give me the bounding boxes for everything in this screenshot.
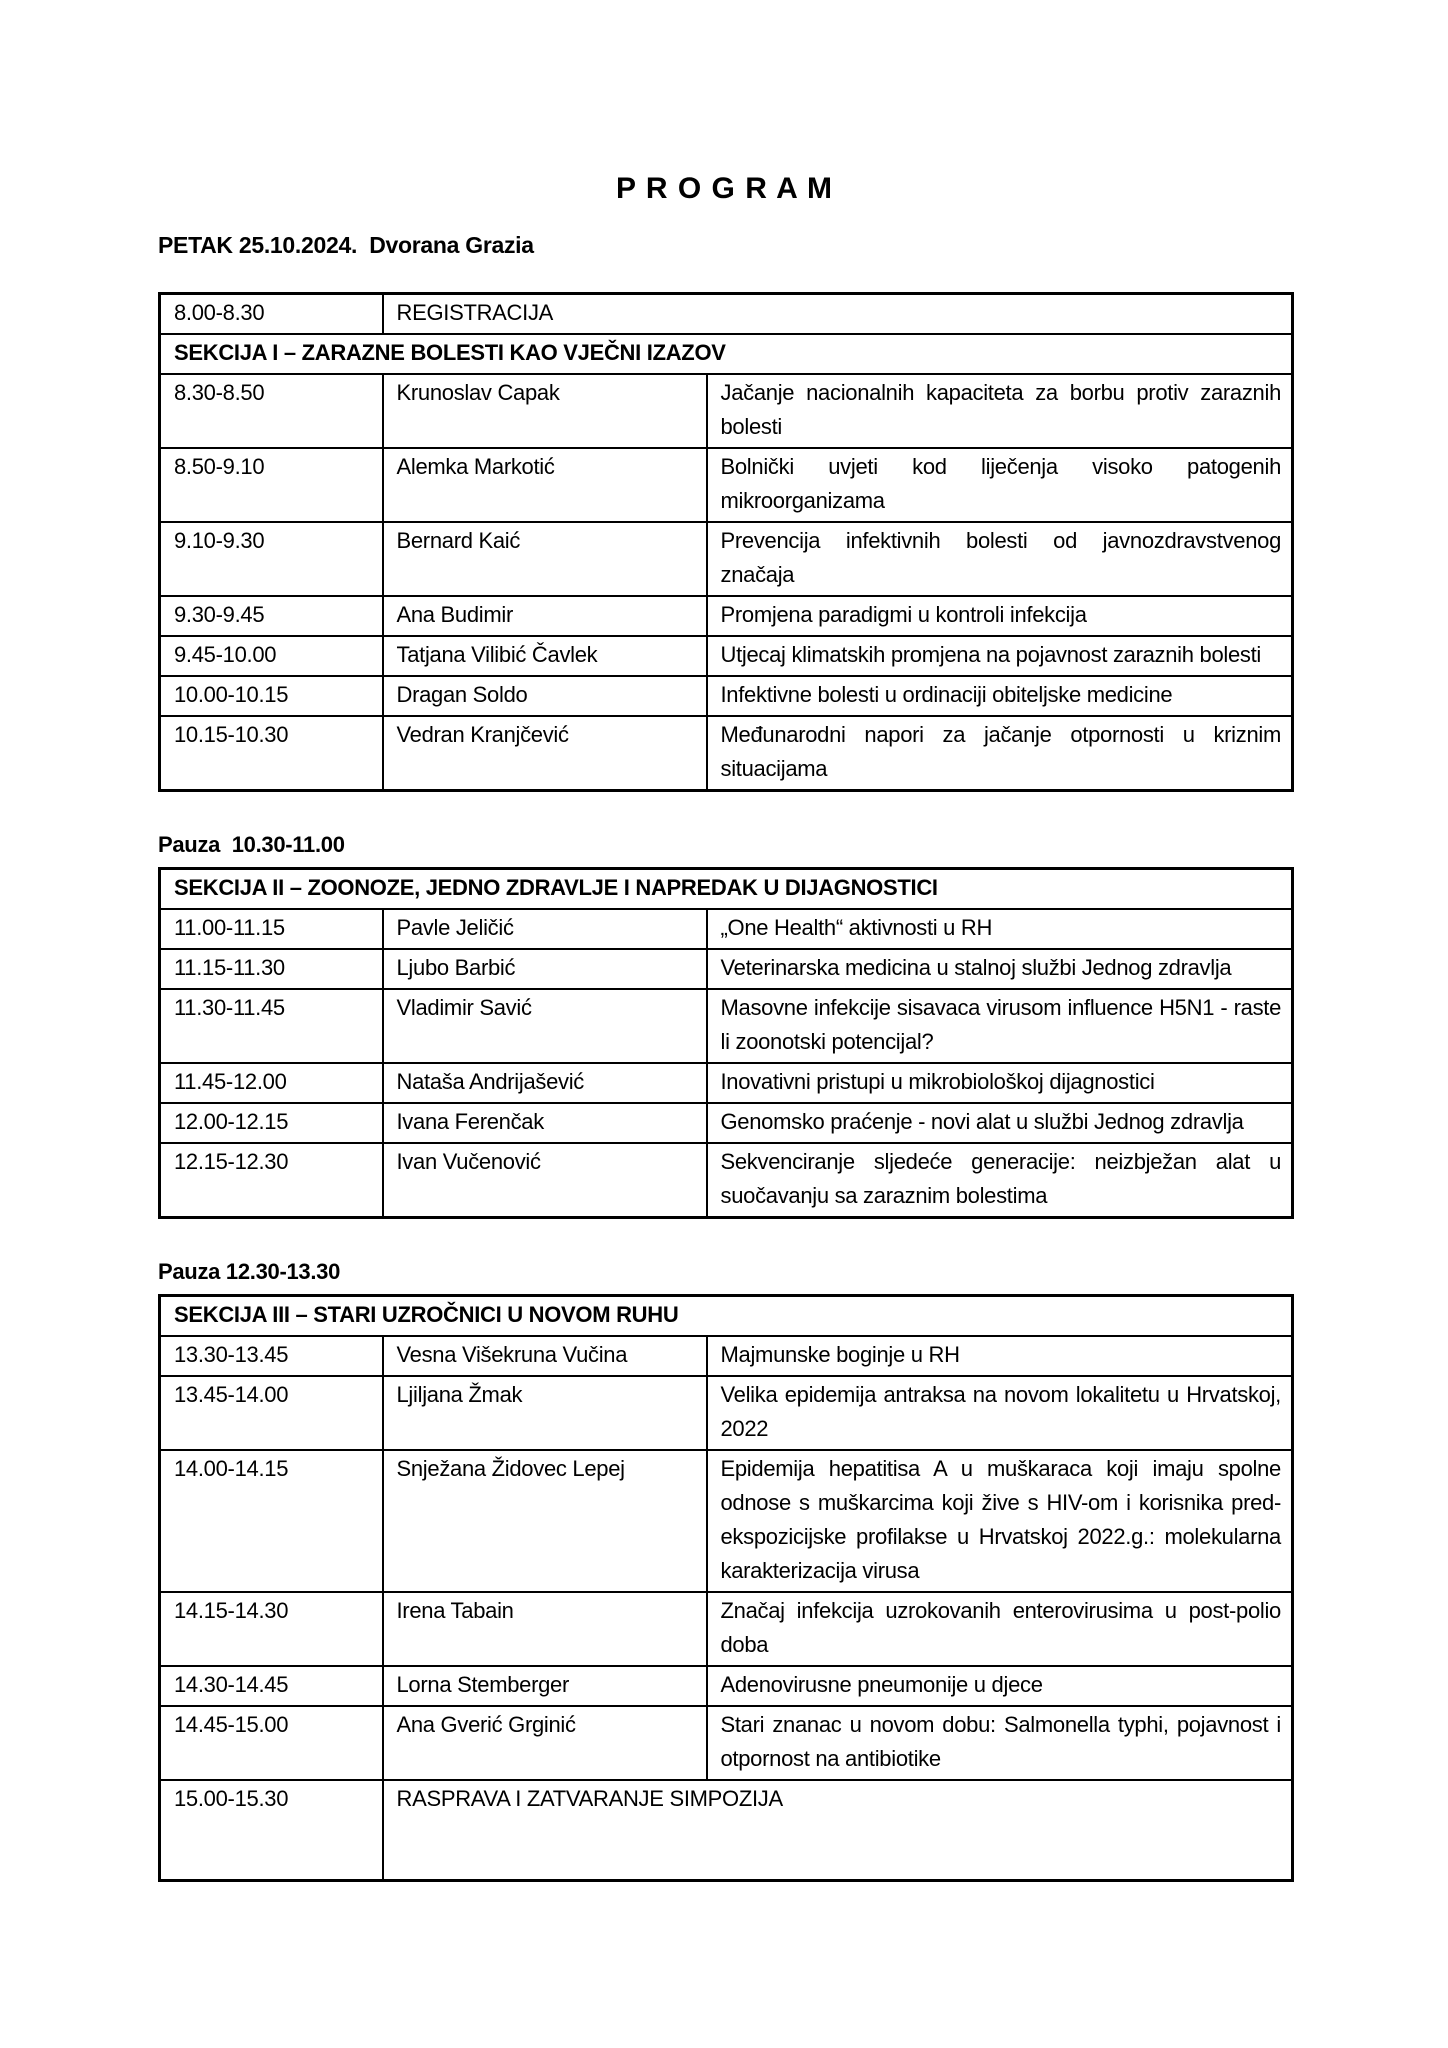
time-cell: 9.10-9.30	[160, 522, 383, 596]
table-row	[160, 1706, 1293, 1780]
topic-cell: Promjena paradigmi u kontroli infekcija	[707, 596, 1293, 636]
table-row	[160, 334, 1293, 374]
speaker-cell: Ana Budimir	[383, 596, 707, 636]
topic-cell: Inovativni pristupi u mikrobiološkoj dijagnostici	[707, 1063, 1293, 1103]
time-cell: 12.00-12.15	[160, 1103, 383, 1143]
speaker-cell: Nataša Andrijašević	[383, 1063, 707, 1103]
table-row	[160, 909, 1293, 949]
topic-cell: Genomsko praćenje - novi alat u službi Jednog zdravlja	[707, 1103, 1293, 1143]
speaker-cell: Krunoslav Capak	[383, 374, 707, 448]
speaker-cell: Tatjana Vilibić Čavlek	[383, 636, 707, 676]
table-row	[160, 989, 1293, 1063]
table-row	[160, 1103, 1293, 1143]
speaker-cell: Vesna Višekruna Vučina	[383, 1336, 707, 1376]
topic-cell: Masovne infekcije sisavaca virusom influence H5N1 - raste li zoonotski potencijal?	[707, 989, 1293, 1063]
table-row	[160, 869, 1293, 910]
section-header-cell: SEKCIJA I – ZARAZNE BOLESTI KAO VJEČNI IZAZOV	[160, 334, 1293, 374]
topic-cell: Sekvenciranje sljedeće generacije: neizbježan alat u suočavanju sa zaraznim bolestima	[707, 1143, 1293, 1218]
document-content	[158, 172, 1291, 1882]
speaker-cell: Ana Gverić Grginić	[383, 1706, 707, 1780]
speaker-cell: Ljubo Barbić	[383, 949, 707, 989]
topic-cell: Adenovirusne pneumonije u djece	[707, 1666, 1293, 1706]
time-cell: 8.30-8.50	[160, 374, 383, 448]
topic-cell: „One Health“ aktivnosti u RH	[707, 909, 1293, 949]
time-cell: 9.30-9.45	[160, 596, 383, 636]
topic-cell: Jačanje nacionalnih kapaciteta za borbu protiv zaraznih bolesti	[707, 374, 1293, 448]
speaker-cell: Alemka Markotić	[383, 448, 707, 522]
table-row	[160, 949, 1293, 989]
speaker-cell: Ivan Vučenović	[383, 1143, 707, 1218]
time-cell: 12.15-12.30	[160, 1143, 383, 1218]
topic-cell: Epidemija hepatitisa A u muškaraca koji imaju spolne odnose s muškarcima koji žive s HIV-om i korisnika pred-ekspozicijske profilakse u Hrvatskoj 2022.g.: molekularna karakterizacija virusa	[707, 1450, 1293, 1592]
time-cell: 11.00-11.15	[160, 909, 383, 949]
time-cell: 10.00-10.15	[160, 676, 383, 716]
topic-cell: Prevencija infektivnih bolesti od javnozdravstvenog značaja	[707, 522, 1293, 596]
table-row	[160, 294, 1293, 335]
speaker-cell: Lorna Stemberger	[383, 1666, 707, 1706]
topic-cell: Utjecaj klimatskih promjena na pojavnost zaraznih bolesti	[707, 636, 1293, 676]
speaker-cell: Bernard Kaić	[383, 522, 707, 596]
table-row	[160, 1592, 1293, 1666]
session-cell: RASPRAVA I ZATVARANJE SIMPOZIJA	[383, 1780, 1293, 1881]
program-table-morning	[158, 292, 1294, 792]
table-row	[160, 716, 1293, 791]
program-table-midday	[158, 867, 1294, 1219]
time-cell: 8.50-9.10	[160, 448, 383, 522]
page-title: P R O G R A M	[616, 172, 833, 205]
topic-cell: Bolnički uvjeti kod liječenja visoko patogenih mikroorganizama	[707, 448, 1293, 522]
speaker-cell: Dragan Soldo	[383, 676, 707, 716]
program-table-afternoon	[158, 1294, 1294, 1882]
speaker-cell: Ivana Ferenčak	[383, 1103, 707, 1143]
time-cell: 11.45-12.00	[160, 1063, 383, 1103]
table-row	[160, 1063, 1293, 1103]
section-header-cell: SEKCIJA II – ZOONOZE, JEDNO ZDRAVLJE I NAPREDAK U DIJAGNOSTICI	[160, 869, 1293, 910]
time-cell: 13.30-13.45	[160, 1336, 383, 1376]
time-cell: 10.15-10.30	[160, 716, 383, 791]
time-cell: 14.45-15.00	[160, 1706, 383, 1780]
topic-cell: Stari znanac u novom dobu: Salmonella typhi, pojavnost i otpornost na antibiotike	[707, 1706, 1293, 1780]
time-cell: 14.15-14.30	[160, 1592, 383, 1666]
table-row	[160, 596, 1293, 636]
time-cell: 13.45-14.00	[160, 1376, 383, 1450]
break-label: Pauza 10.30-11.00	[158, 832, 345, 857]
table-row	[160, 1666, 1293, 1706]
table-row	[160, 636, 1293, 676]
table-row	[160, 374, 1293, 448]
table-row	[160, 448, 1293, 522]
topic-cell: Veterinarska medicina u stalnoj službi Jednog zdravlja	[707, 949, 1293, 989]
time-cell: 11.15-11.30	[160, 949, 383, 989]
table-row	[160, 1336, 1293, 1376]
break-label: Pauza 12.30-13.30	[158, 1259, 341, 1284]
topic-cell: Majmunske boginje u RH	[707, 1336, 1293, 1376]
topic-cell: Velika epidemija antraksa na novom lokalitetu u Hrvatskoj, 2022	[707, 1376, 1293, 1450]
time-cell: 11.30-11.45	[160, 989, 383, 1063]
table-row	[160, 676, 1293, 716]
table-row	[160, 522, 1293, 596]
speaker-cell: Ljiljana Žmak	[383, 1376, 707, 1450]
date-venue: PETAK 25.10.2024. Dvorana Grazia	[158, 232, 534, 258]
topic-cell: Međunarodni napori za jačanje otpornosti u kriznim situacijama	[707, 716, 1293, 791]
speaker-cell: Snježana Židovec Lepej	[383, 1450, 707, 1592]
topic-cell: Značaj infekcija uzrokovanih enterovirusima u post-polio doba	[707, 1592, 1293, 1666]
time-cell: 8.00-8.30	[160, 294, 383, 335]
speaker-cell: Pavle Jeličić	[383, 909, 707, 949]
session-cell: REGISTRACIJA	[383, 294, 1293, 335]
speaker-cell: Irena Tabain	[383, 1592, 707, 1666]
time-cell: 9.45-10.00	[160, 636, 383, 676]
speaker-cell: Vladimir Savić	[383, 989, 707, 1063]
time-cell: 14.00-14.15	[160, 1450, 383, 1592]
table-row	[160, 1143, 1293, 1218]
table-row	[160, 1296, 1293, 1337]
table-row	[160, 1376, 1293, 1450]
speaker-cell: Vedran Kranjčević	[383, 716, 707, 791]
table-row	[160, 1450, 1293, 1592]
section-header-cell: SEKCIJA III – STARI UZROČNICI U NOVOM RUHU	[160, 1296, 1293, 1337]
table-row	[160, 1780, 1293, 1881]
topic-cell: Infektivne bolesti u ordinaciji obiteljske medicine	[707, 676, 1293, 716]
time-cell: 15.00-15.30	[160, 1780, 383, 1881]
time-cell: 14.30-14.45	[160, 1666, 383, 1706]
